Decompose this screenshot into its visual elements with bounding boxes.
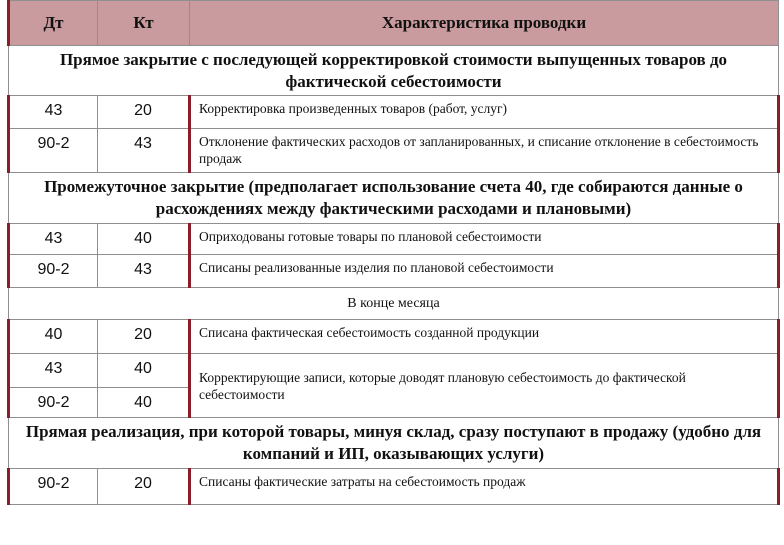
cell-dt: 43 [9,96,98,129]
cell-description: Списаны фактические затраты на себестоимость продаж [190,469,779,505]
cell-kt: 20 [98,96,190,129]
cell-kt: 40 [98,388,190,418]
cell-kt: 43 [98,255,190,288]
table-row [9,96,779,129]
cell-kt: 20 [98,320,190,354]
table-row [9,224,779,255]
table-row [9,255,779,288]
table-row [9,129,779,173]
subheading-end-of-month: В конце месяца [9,288,779,320]
cell-dt: 43 [9,224,98,255]
postings-table [7,0,780,505]
section-title: Прямое закрытие с последующей корректировкой стоимости выпущенных товаров до фактической себестоимости [9,46,779,96]
cell-kt: 40 [98,354,190,388]
section-heading-direct-sale [9,418,779,469]
cell-kt: 43 [98,129,190,173]
header-description: Характеристика проводки [190,1,779,46]
section-heading-direct-closing [9,46,779,96]
table-row [9,354,779,388]
cell-dt: 90-2 [9,129,98,173]
cell-dt: 90-2 [9,469,98,505]
table-row [9,320,779,354]
cell-description: Списаны реализованные изделия по плановой себестоимости [190,255,779,288]
cell-dt: 43 [9,354,98,388]
cell-kt: 40 [98,224,190,255]
cell-description-merged: Корректирующие записи, которые доводят плановую себестоимость до фактической себестоимости [190,354,779,418]
header-dt: Дт [9,1,98,46]
subheading-row [9,288,779,320]
header-kt: Кт [98,1,190,46]
cell-kt: 20 [98,469,190,505]
section-title: Промежуточное закрытие (предполагает использование счета 40, где собираются данные о расхождениях между фактическими расходами и плановыми) [9,173,779,224]
cell-description: Отклонение фактических расходов от запланированных, и списание отклонение в себестоимость продаж [190,129,779,173]
cell-description: Оприходованы готовые товары по плановой себестоимости [190,224,779,255]
section-heading-intermediate-closing [9,173,779,224]
section-title: Прямая реализация, при которой товары, минуя склад, сразу поступают в продажу (удобно для компаний и ИП, оказывающих услуги) [9,418,779,469]
cell-dt: 90-2 [9,388,98,418]
table-header-row [9,1,779,46]
table-row [9,469,779,505]
cell-dt: 40 [9,320,98,354]
cell-description: Корректировка произведенных товаров (работ, услуг) [190,96,779,129]
cell-dt: 90-2 [9,255,98,288]
cell-description: Списана фактическая себестоимость созданной продукции [190,320,779,354]
